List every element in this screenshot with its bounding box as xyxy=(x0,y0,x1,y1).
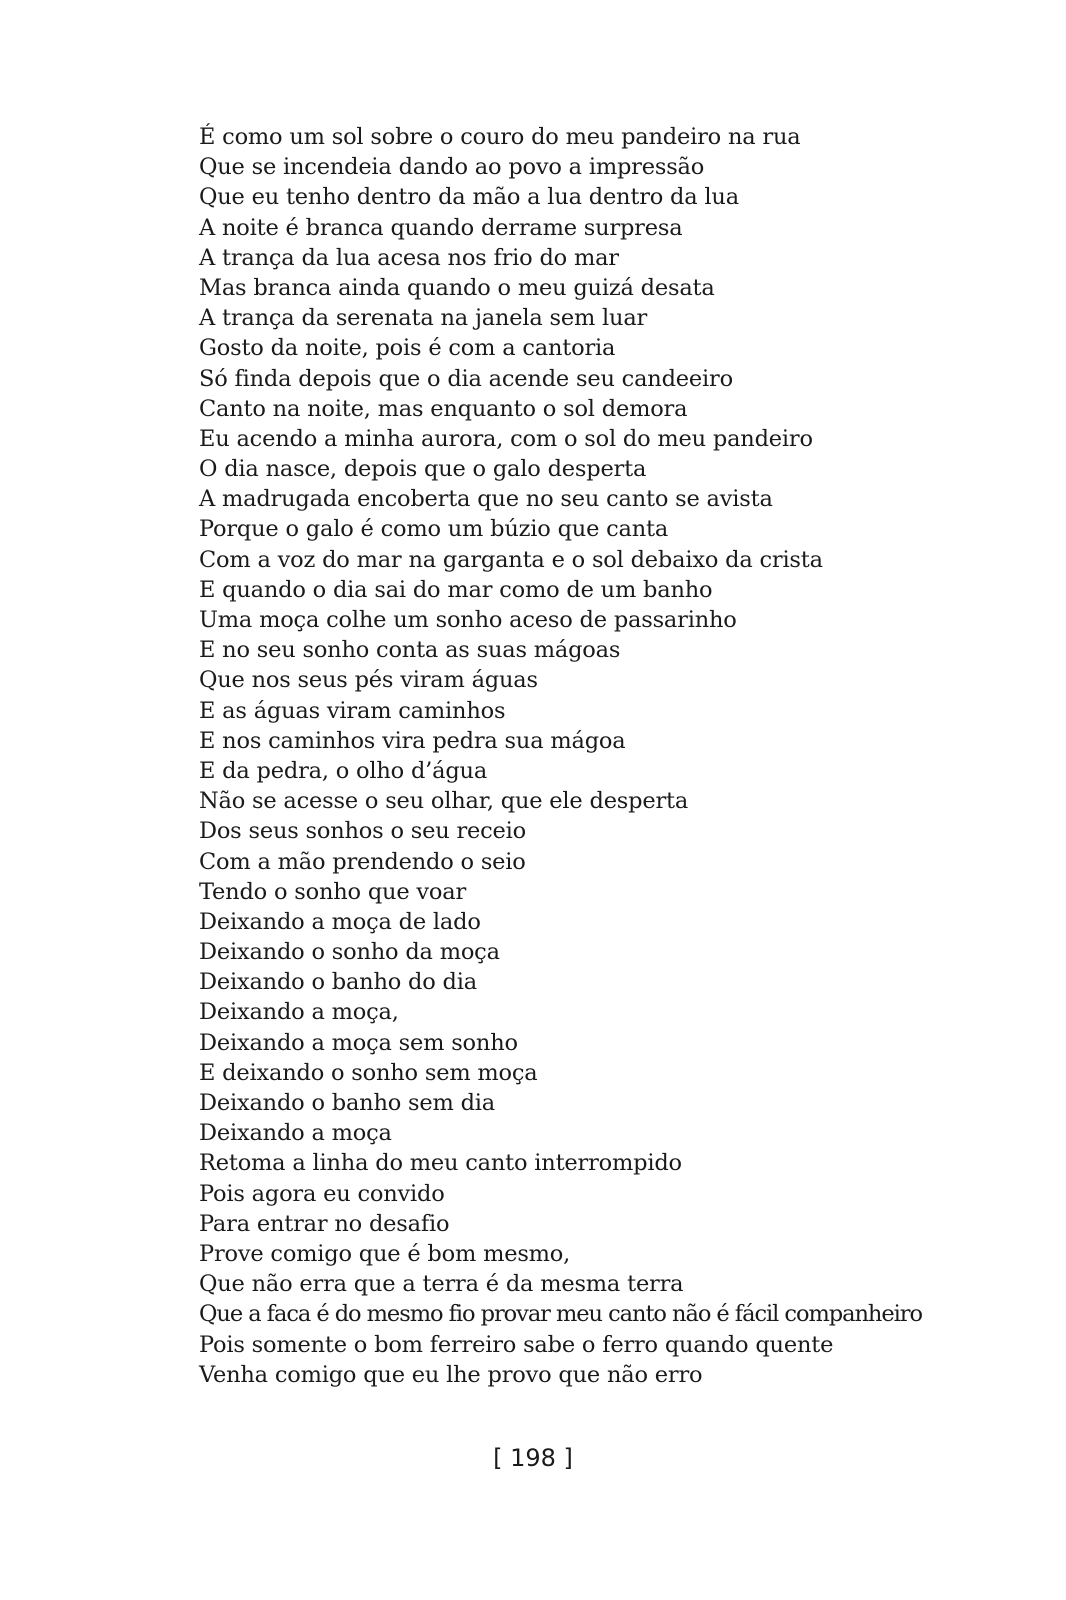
poem-line: Deixando a moça de lado xyxy=(199,908,481,935)
poem-line: E da pedra, o olho d’água xyxy=(199,757,488,784)
poem-line: A madrugada encoberta que no seu canto se avista xyxy=(199,486,773,513)
poem-line: Com a voz do mar na garganta e o sol debaixo da crista xyxy=(199,546,823,573)
poem-line: Não se acesse o seu olhar, que ele desperta xyxy=(199,788,689,815)
poem-line: Deixando a moça, xyxy=(199,999,399,1026)
poem-line: Que nos seus pés viram águas xyxy=(199,667,538,694)
poem-line: Que a faca é do mesmo fio provar meu canto não é fácil companheiro xyxy=(199,1301,922,1328)
poem-line: Canto na noite, mas enquanto o sol demora xyxy=(199,395,688,422)
poem-line: O dia nasce, depois que o galo desperta xyxy=(199,456,647,483)
poem-line: Eu acendo a minha aurora, com o sol do meu pandeiro xyxy=(199,425,813,452)
poem-line: Que não erra que a terra é da mesma terra xyxy=(199,1271,684,1298)
poem-line: Deixando a moça xyxy=(199,1120,392,1147)
poem-line: Dos seus sonhos o seu receio xyxy=(199,818,526,845)
poem-line: A trança da serenata na janela sem luar xyxy=(199,305,648,332)
poem-line: Tendo o sonho que voar xyxy=(199,878,467,905)
poem-line: Retoma a linha do meu canto interrompido xyxy=(199,1150,682,1177)
poem-line: Que eu tenho dentro da mão a lua dentro da lua xyxy=(199,184,739,211)
poem-line: Prove comigo que é bom mesmo, xyxy=(199,1240,571,1267)
poem-line: E nos caminhos vira pedra sua mágoa xyxy=(199,727,626,754)
page-number: [ 198 ] xyxy=(493,1444,573,1472)
poem-line: Pois somente o bom ferreiro sabe o ferro quando quente xyxy=(199,1331,834,1358)
poem-line: E as águas viram caminhos xyxy=(199,697,506,724)
poem-line: Deixando o banho sem dia xyxy=(199,1090,496,1116)
poem-line: Deixando o sonho da moça xyxy=(199,939,500,966)
poem-line: Deixando o banho do dia xyxy=(199,969,477,996)
poem-line: Mas branca ainda quando o meu guizá desata xyxy=(199,274,715,301)
poem-line: Gosto da noite, pois é com a cantoria xyxy=(199,335,616,362)
poem-text xyxy=(199,122,959,1390)
poem-line: Porque o galo é como um búzio que canta xyxy=(199,516,669,543)
poem-line: A noite é branca quando derrame surpresa xyxy=(199,214,683,241)
poem-line: Venha comigo que eu lhe provo que não erro xyxy=(199,1361,703,1388)
poem-line: Uma moça colhe um sonho aceso de passarinho xyxy=(199,607,737,633)
poem-line: Que se incendeia dando ao povo a impressão xyxy=(199,154,705,181)
poem-line: Pois agora eu convido xyxy=(199,1180,445,1207)
poem-line: É como um sol sobre o couro do meu pandeiro na rua xyxy=(199,124,801,150)
poem-line: Para entrar no desafio xyxy=(199,1210,450,1237)
poem-line: A trança da lua acesa nos frio do mar xyxy=(199,244,619,271)
poem-line: E deixando o sonho sem moça xyxy=(199,1059,538,1086)
poem-line: Deixando a moça sem sonho xyxy=(199,1029,518,1056)
poem-line: E quando o dia sai do mar como de um banho xyxy=(199,576,713,603)
poem-line: Com a mão prendendo o seio xyxy=(199,848,526,875)
poem-line: E no seu sonho conta as suas mágoas xyxy=(199,637,621,664)
poem-line: Só finda depois que o dia acende seu candeeiro xyxy=(199,365,733,392)
